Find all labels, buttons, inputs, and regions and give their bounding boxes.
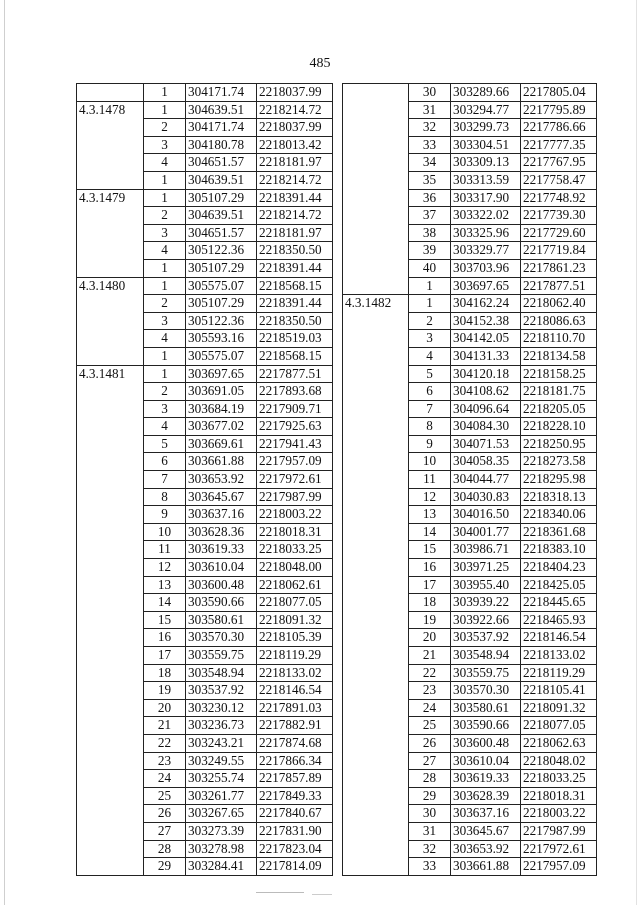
y-coordinate-cell: 2218086.63 <box>521 312 597 330</box>
parcel-id-cell: 4.3.1481 <box>77 365 144 875</box>
x-coordinate-cell: 304030.83 <box>451 488 521 506</box>
x-coordinate-cell: 303637.16 <box>186 506 257 524</box>
point-number-cell: 30 <box>409 84 451 102</box>
x-coordinate-cell: 304639.51 <box>186 171 257 189</box>
point-number-cell: 16 <box>144 629 186 647</box>
point-number-cell: 16 <box>409 559 451 577</box>
x-coordinate-cell: 303243.21 <box>186 734 257 752</box>
x-coordinate-cell: 304044.77 <box>451 471 521 489</box>
x-coordinate-cell: 303628.36 <box>186 523 257 541</box>
x-coordinate-cell: 303304.51 <box>451 136 521 154</box>
point-number-cell: 19 <box>409 611 451 629</box>
point-number-cell: 3 <box>144 400 186 418</box>
x-coordinate-cell: 303600.48 <box>186 576 257 594</box>
x-coordinate-cell: 303610.04 <box>451 752 521 770</box>
x-coordinate-cell: 303570.30 <box>451 682 521 700</box>
x-coordinate-cell: 304651.57 <box>186 154 257 172</box>
y-coordinate-cell: 2218391.44 <box>257 259 333 277</box>
y-coordinate-cell: 2218037.99 <box>257 84 333 102</box>
y-coordinate-cell: 2218018.31 <box>521 787 597 805</box>
point-number-cell: 17 <box>409 576 451 594</box>
point-number-cell: 12 <box>144 559 186 577</box>
x-coordinate-cell: 303697.65 <box>451 277 521 295</box>
point-number-cell: 25 <box>409 717 451 735</box>
point-number-cell: 28 <box>144 840 186 858</box>
point-number-cell: 2 <box>144 295 186 313</box>
x-coordinate-cell: 303697.65 <box>186 365 257 383</box>
y-coordinate-cell: 2218048.02 <box>521 752 597 770</box>
y-coordinate-cell: 2218033.25 <box>257 541 333 559</box>
x-coordinate-cell: 303610.04 <box>186 559 257 577</box>
y-coordinate-cell: 2217972.61 <box>521 840 597 858</box>
point-number-cell: 38 <box>409 224 451 242</box>
point-number-cell: 3 <box>144 224 186 242</box>
point-number-cell: 4 <box>144 330 186 348</box>
y-coordinate-cell: 2217786.66 <box>521 119 597 137</box>
x-coordinate-cell: 303559.75 <box>186 647 257 665</box>
x-coordinate-cell: 303580.61 <box>186 611 257 629</box>
y-coordinate-cell: 2218250.95 <box>521 435 597 453</box>
y-coordinate-cell: 2218105.41 <box>521 682 597 700</box>
y-coordinate-cell: 2217777.35 <box>521 136 597 154</box>
y-coordinate-cell: 2217719.84 <box>521 242 597 260</box>
point-number-cell: 4 <box>144 242 186 260</box>
y-coordinate-cell: 2218361.68 <box>521 523 597 541</box>
point-number-cell: 20 <box>409 629 451 647</box>
point-number-cell: 4 <box>144 418 186 436</box>
point-number-cell: 26 <box>409 734 451 752</box>
x-coordinate-cell: 305122.36 <box>186 242 257 260</box>
point-number-cell: 6 <box>409 383 451 401</box>
y-coordinate-cell: 2218119.29 <box>257 647 333 665</box>
point-number-cell: 29 <box>409 787 451 805</box>
y-coordinate-cell: 2217849.33 <box>257 787 333 805</box>
y-coordinate-cell: 2217882.91 <box>257 717 333 735</box>
point-number-cell: 12 <box>409 488 451 506</box>
point-number-cell: 23 <box>409 682 451 700</box>
point-number-cell: 17 <box>144 647 186 665</box>
x-coordinate-cell: 304058.35 <box>451 453 521 471</box>
y-coordinate-cell: 2218350.50 <box>257 312 333 330</box>
x-coordinate-cell: 303590.66 <box>186 594 257 612</box>
y-coordinate-cell: 2218037.99 <box>257 119 333 137</box>
y-coordinate-cell: 2218048.00 <box>257 559 333 577</box>
x-coordinate-cell: 303559.75 <box>451 664 521 682</box>
x-coordinate-cell: 305575.07 <box>186 277 257 295</box>
table-row <box>77 365 333 383</box>
y-coordinate-cell: 2218062.63 <box>521 734 597 752</box>
x-coordinate-cell: 303284.41 <box>186 858 257 876</box>
point-number-cell: 1 <box>144 259 186 277</box>
y-coordinate-cell: 2217987.99 <box>521 822 597 840</box>
y-coordinate-cell: 2217957.09 <box>521 858 597 876</box>
x-coordinate-cell: 303645.67 <box>451 822 521 840</box>
point-number-cell: 13 <box>144 576 186 594</box>
y-coordinate-cell: 2218077.05 <box>257 594 333 612</box>
y-coordinate-cell: 2218018.31 <box>257 523 333 541</box>
x-coordinate-cell: 303653.92 <box>186 471 257 489</box>
y-coordinate-cell: 2218205.05 <box>521 400 597 418</box>
y-coordinate-cell: 2218033.25 <box>521 770 597 788</box>
point-number-cell: 21 <box>144 717 186 735</box>
point-number-cell: 25 <box>144 787 186 805</box>
x-coordinate-cell: 303230.12 <box>186 699 257 717</box>
point-number-cell: 31 <box>409 101 451 119</box>
x-coordinate-cell: 303325.96 <box>451 224 521 242</box>
x-coordinate-cell: 304120.18 <box>451 365 521 383</box>
y-coordinate-cell: 2218158.25 <box>521 365 597 383</box>
x-coordinate-cell: 304108.62 <box>451 383 521 401</box>
x-coordinate-cell: 303590.66 <box>451 717 521 735</box>
point-number-cell: 1 <box>144 189 186 207</box>
y-coordinate-cell: 2217823.04 <box>257 840 333 858</box>
y-coordinate-cell: 2218391.44 <box>257 295 333 313</box>
x-coordinate-cell: 305122.36 <box>186 312 257 330</box>
point-number-cell: 2 <box>144 119 186 137</box>
x-coordinate-cell: 304162.24 <box>451 295 521 313</box>
y-coordinate-cell: 2217767.95 <box>521 154 597 172</box>
x-coordinate-cell: 304180.78 <box>186 136 257 154</box>
x-coordinate-cell: 303548.94 <box>451 647 521 665</box>
coordinates-table-right-body <box>343 84 597 876</box>
x-coordinate-cell: 303294.77 <box>451 101 521 119</box>
y-coordinate-cell: 2218181.75 <box>521 383 597 401</box>
point-number-cell: 39 <box>409 242 451 260</box>
x-coordinate-cell: 303661.88 <box>451 858 521 876</box>
y-coordinate-cell: 2218519.03 <box>257 330 333 348</box>
point-number-cell: 27 <box>409 752 451 770</box>
y-coordinate-cell: 2218077.05 <box>521 717 597 735</box>
point-number-cell: 5 <box>409 365 451 383</box>
y-coordinate-cell: 2218568.15 <box>257 347 333 365</box>
point-number-cell: 36 <box>409 189 451 207</box>
x-coordinate-cell: 304131.33 <box>451 347 521 365</box>
y-coordinate-cell: 2218228.10 <box>521 418 597 436</box>
y-coordinate-cell: 2218062.40 <box>521 295 597 313</box>
x-coordinate-cell: 303703.96 <box>451 259 521 277</box>
x-coordinate-cell: 303537.92 <box>451 629 521 647</box>
y-coordinate-cell: 2217987.99 <box>257 488 333 506</box>
point-number-cell: 30 <box>409 805 451 823</box>
x-coordinate-cell: 303570.30 <box>186 629 257 647</box>
point-number-cell: 22 <box>409 664 451 682</box>
x-coordinate-cell: 305107.29 <box>186 259 257 277</box>
point-number-cell: 23 <box>144 752 186 770</box>
point-number-cell: 1 <box>144 171 186 189</box>
parcel-id-cell <box>77 84 144 102</box>
y-coordinate-cell: 2217739.30 <box>521 207 597 225</box>
point-number-cell: 40 <box>409 259 451 277</box>
y-coordinate-cell: 2218350.50 <box>257 242 333 260</box>
y-coordinate-cell: 2217877.51 <box>257 365 333 383</box>
point-number-cell: 24 <box>409 699 451 717</box>
y-coordinate-cell: 2218110.70 <box>521 330 597 348</box>
y-coordinate-cell: 2217857.89 <box>257 770 333 788</box>
y-coordinate-cell: 2217840.67 <box>257 805 333 823</box>
point-number-cell: 18 <box>144 664 186 682</box>
table-row <box>77 189 333 207</box>
y-coordinate-cell: 2217831.90 <box>257 822 333 840</box>
y-coordinate-cell: 2218091.32 <box>521 699 597 717</box>
table-row <box>343 84 597 102</box>
x-coordinate-cell: 305107.29 <box>186 295 257 313</box>
point-number-cell: 14 <box>144 594 186 612</box>
x-coordinate-cell: 304016.50 <box>451 506 521 524</box>
point-number-cell: 3 <box>144 136 186 154</box>
y-coordinate-cell: 2218146.54 <box>521 629 597 647</box>
point-number-cell: 1 <box>144 277 186 295</box>
point-number-cell: 1 <box>409 295 451 313</box>
x-coordinate-cell: 303278.98 <box>186 840 257 858</box>
x-coordinate-cell: 303653.92 <box>451 840 521 858</box>
x-coordinate-cell: 303645.67 <box>186 488 257 506</box>
y-coordinate-cell: 2217814.09 <box>257 858 333 876</box>
point-number-cell: 24 <box>144 770 186 788</box>
x-coordinate-cell: 304639.51 <box>186 207 257 225</box>
x-coordinate-cell: 305107.29 <box>186 189 257 207</box>
y-coordinate-cell: 2217891.03 <box>257 699 333 717</box>
point-number-cell: 5 <box>144 435 186 453</box>
point-number-cell: 10 <box>409 453 451 471</box>
page-number: 485 <box>309 56 331 71</box>
x-coordinate-cell: 303628.39 <box>451 787 521 805</box>
point-number-cell: 2 <box>144 383 186 401</box>
point-number-cell: 3 <box>409 330 451 348</box>
point-number-cell: 15 <box>409 541 451 559</box>
x-coordinate-cell: 303684.19 <box>186 400 257 418</box>
y-coordinate-cell: 2218214.72 <box>257 207 333 225</box>
point-number-cell: 28 <box>409 770 451 788</box>
y-coordinate-cell: 2217805.04 <box>521 84 597 102</box>
x-coordinate-cell: 304071.53 <box>451 435 521 453</box>
point-number-cell: 3 <box>144 312 186 330</box>
point-number-cell: 32 <box>409 119 451 137</box>
x-coordinate-cell: 304084.30 <box>451 418 521 436</box>
y-coordinate-cell: 2217941.43 <box>257 435 333 453</box>
point-number-cell: 9 <box>144 506 186 524</box>
y-coordinate-cell: 2218214.72 <box>257 171 333 189</box>
x-coordinate-cell: 303691.05 <box>186 383 257 401</box>
point-number-cell: 34 <box>409 154 451 172</box>
parcel-id-cell <box>343 84 409 295</box>
y-coordinate-cell: 2217758.47 <box>521 171 597 189</box>
point-number-cell: 26 <box>144 805 186 823</box>
point-number-cell: 33 <box>409 136 451 154</box>
x-coordinate-cell: 303329.77 <box>451 242 521 260</box>
y-coordinate-cell: 2217874.68 <box>257 734 333 752</box>
y-coordinate-cell: 2218146.54 <box>257 682 333 700</box>
y-coordinate-cell: 2218273.58 <box>521 453 597 471</box>
x-coordinate-cell: 305593.16 <box>186 330 257 348</box>
point-number-cell: 18 <box>409 594 451 612</box>
y-coordinate-cell: 2217877.51 <box>521 277 597 295</box>
y-coordinate-cell: 2218340.06 <box>521 506 597 524</box>
x-coordinate-cell: 303236.73 <box>186 717 257 735</box>
x-coordinate-cell: 304152.38 <box>451 312 521 330</box>
x-coordinate-cell: 303619.33 <box>186 541 257 559</box>
y-coordinate-cell: 2217795.89 <box>521 101 597 119</box>
y-coordinate-cell: 2218445.65 <box>521 594 597 612</box>
point-number-cell: 2 <box>409 312 451 330</box>
point-number-cell: 33 <box>409 858 451 876</box>
x-coordinate-cell: 303955.40 <box>451 576 521 594</box>
footer-scan-mark <box>256 892 304 893</box>
x-coordinate-cell: 303309.13 <box>451 154 521 172</box>
y-coordinate-cell: 2218214.72 <box>257 101 333 119</box>
parcel-id-cell: 4.3.1478 <box>77 101 144 189</box>
x-coordinate-cell: 303986.71 <box>451 541 521 559</box>
coordinates-table-left-body <box>77 84 333 876</box>
x-coordinate-cell: 303922.66 <box>451 611 521 629</box>
x-coordinate-cell: 304171.74 <box>186 84 257 102</box>
point-number-cell: 10 <box>144 523 186 541</box>
x-coordinate-cell: 303289.66 <box>451 84 521 102</box>
point-number-cell: 6 <box>144 453 186 471</box>
y-coordinate-cell: 2218091.32 <box>257 611 333 629</box>
table-row <box>77 101 333 119</box>
point-number-cell: 1 <box>144 365 186 383</box>
y-coordinate-cell: 2218391.44 <box>257 189 333 207</box>
table-row <box>77 84 333 102</box>
x-coordinate-cell: 303637.16 <box>451 805 521 823</box>
x-coordinate-cell: 305575.07 <box>186 347 257 365</box>
y-coordinate-cell: 2217748.92 <box>521 189 597 207</box>
table-row <box>77 277 333 295</box>
parcel-id-cell: 4.3.1479 <box>77 189 144 277</box>
x-coordinate-cell: 303600.48 <box>451 734 521 752</box>
x-coordinate-cell: 303619.33 <box>451 770 521 788</box>
parcel-id-cell: 4.3.1480 <box>77 277 144 365</box>
page-edge-left <box>4 0 5 905</box>
y-coordinate-cell: 2218062.61 <box>257 576 333 594</box>
point-number-cell: 4 <box>409 347 451 365</box>
y-coordinate-cell: 2218383.10 <box>521 541 597 559</box>
point-number-cell: 32 <box>409 840 451 858</box>
x-coordinate-cell: 303661.88 <box>186 453 257 471</box>
y-coordinate-cell: 2218318.13 <box>521 488 597 506</box>
point-number-cell: 1 <box>144 84 186 102</box>
point-number-cell: 1 <box>144 347 186 365</box>
y-coordinate-cell: 2217925.63 <box>257 418 333 436</box>
y-coordinate-cell: 2217909.71 <box>257 400 333 418</box>
y-coordinate-cell: 2218105.39 <box>257 629 333 647</box>
point-number-cell: 35 <box>409 171 451 189</box>
point-number-cell: 4 <box>144 154 186 172</box>
point-number-cell: 22 <box>144 734 186 752</box>
x-coordinate-cell: 304142.05 <box>451 330 521 348</box>
y-coordinate-cell: 2217729.60 <box>521 224 597 242</box>
point-number-cell: 8 <box>144 488 186 506</box>
point-number-cell: 8 <box>409 418 451 436</box>
x-coordinate-cell: 303669.61 <box>186 435 257 453</box>
y-coordinate-cell: 2218181.97 <box>257 224 333 242</box>
point-number-cell: 19 <box>144 682 186 700</box>
x-coordinate-cell: 303255.74 <box>186 770 257 788</box>
x-coordinate-cell: 303939.22 <box>451 594 521 612</box>
point-number-cell: 13 <box>409 506 451 524</box>
y-coordinate-cell: 2218013.42 <box>257 136 333 154</box>
point-number-cell: 11 <box>144 541 186 559</box>
x-coordinate-cell: 304651.57 <box>186 224 257 242</box>
y-coordinate-cell: 2218003.22 <box>257 506 333 524</box>
point-number-cell: 7 <box>409 400 451 418</box>
x-coordinate-cell: 303548.94 <box>186 664 257 682</box>
y-coordinate-cell: 2217893.68 <box>257 383 333 401</box>
table-row <box>343 295 597 313</box>
x-coordinate-cell: 303580.61 <box>451 699 521 717</box>
y-coordinate-cell: 2218181.97 <box>257 154 333 172</box>
coordinates-table-right <box>342 83 597 876</box>
point-number-cell: 15 <box>144 611 186 629</box>
x-coordinate-cell: 303322.02 <box>451 207 521 225</box>
point-number-cell: 11 <box>409 471 451 489</box>
point-number-cell: 14 <box>409 523 451 541</box>
parcel-id-cell: 4.3.1482 <box>343 295 409 876</box>
y-coordinate-cell: 2218134.58 <box>521 347 597 365</box>
y-coordinate-cell: 2218404.23 <box>521 559 597 577</box>
point-number-cell: 2 <box>144 207 186 225</box>
y-coordinate-cell: 2218568.15 <box>257 277 333 295</box>
y-coordinate-cell: 2218119.29 <box>521 664 597 682</box>
page-edge-right <box>636 0 637 905</box>
y-coordinate-cell: 2218133.02 <box>521 647 597 665</box>
x-coordinate-cell: 304171.74 <box>186 119 257 137</box>
point-number-cell: 29 <box>144 858 186 876</box>
point-number-cell: 31 <box>409 822 451 840</box>
coordinates-table-left <box>76 83 333 876</box>
y-coordinate-cell: 2218133.02 <box>257 664 333 682</box>
y-coordinate-cell: 2217866.34 <box>257 752 333 770</box>
y-coordinate-cell: 2217957.09 <box>257 453 333 471</box>
footer-scan-mark <box>312 894 332 895</box>
point-number-cell: 21 <box>409 647 451 665</box>
y-coordinate-cell: 2217972.61 <box>257 471 333 489</box>
x-coordinate-cell: 304639.51 <box>186 101 257 119</box>
y-coordinate-cell: 2218425.05 <box>521 576 597 594</box>
x-coordinate-cell: 303261.77 <box>186 787 257 805</box>
x-coordinate-cell: 303537.92 <box>186 682 257 700</box>
x-coordinate-cell: 303313.59 <box>451 171 521 189</box>
point-number-cell: 37 <box>409 207 451 225</box>
y-coordinate-cell: 2217861.23 <box>521 259 597 277</box>
y-coordinate-cell: 2218295.98 <box>521 471 597 489</box>
x-coordinate-cell: 303273.39 <box>186 822 257 840</box>
point-number-cell: 20 <box>144 699 186 717</box>
x-coordinate-cell: 303317.90 <box>451 189 521 207</box>
point-number-cell: 9 <box>409 435 451 453</box>
x-coordinate-cell: 303299.73 <box>451 119 521 137</box>
x-coordinate-cell: 303267.65 <box>186 805 257 823</box>
point-number-cell: 1 <box>409 277 451 295</box>
x-coordinate-cell: 303677.02 <box>186 418 257 436</box>
x-coordinate-cell: 303249.55 <box>186 752 257 770</box>
point-number-cell: 7 <box>144 471 186 489</box>
y-coordinate-cell: 2218465.93 <box>521 611 597 629</box>
x-coordinate-cell: 303971.25 <box>451 559 521 577</box>
x-coordinate-cell: 304001.77 <box>451 523 521 541</box>
point-number-cell: 1 <box>144 101 186 119</box>
y-coordinate-cell: 2218003.22 <box>521 805 597 823</box>
x-coordinate-cell: 304096.64 <box>451 400 521 418</box>
point-number-cell: 27 <box>144 822 186 840</box>
